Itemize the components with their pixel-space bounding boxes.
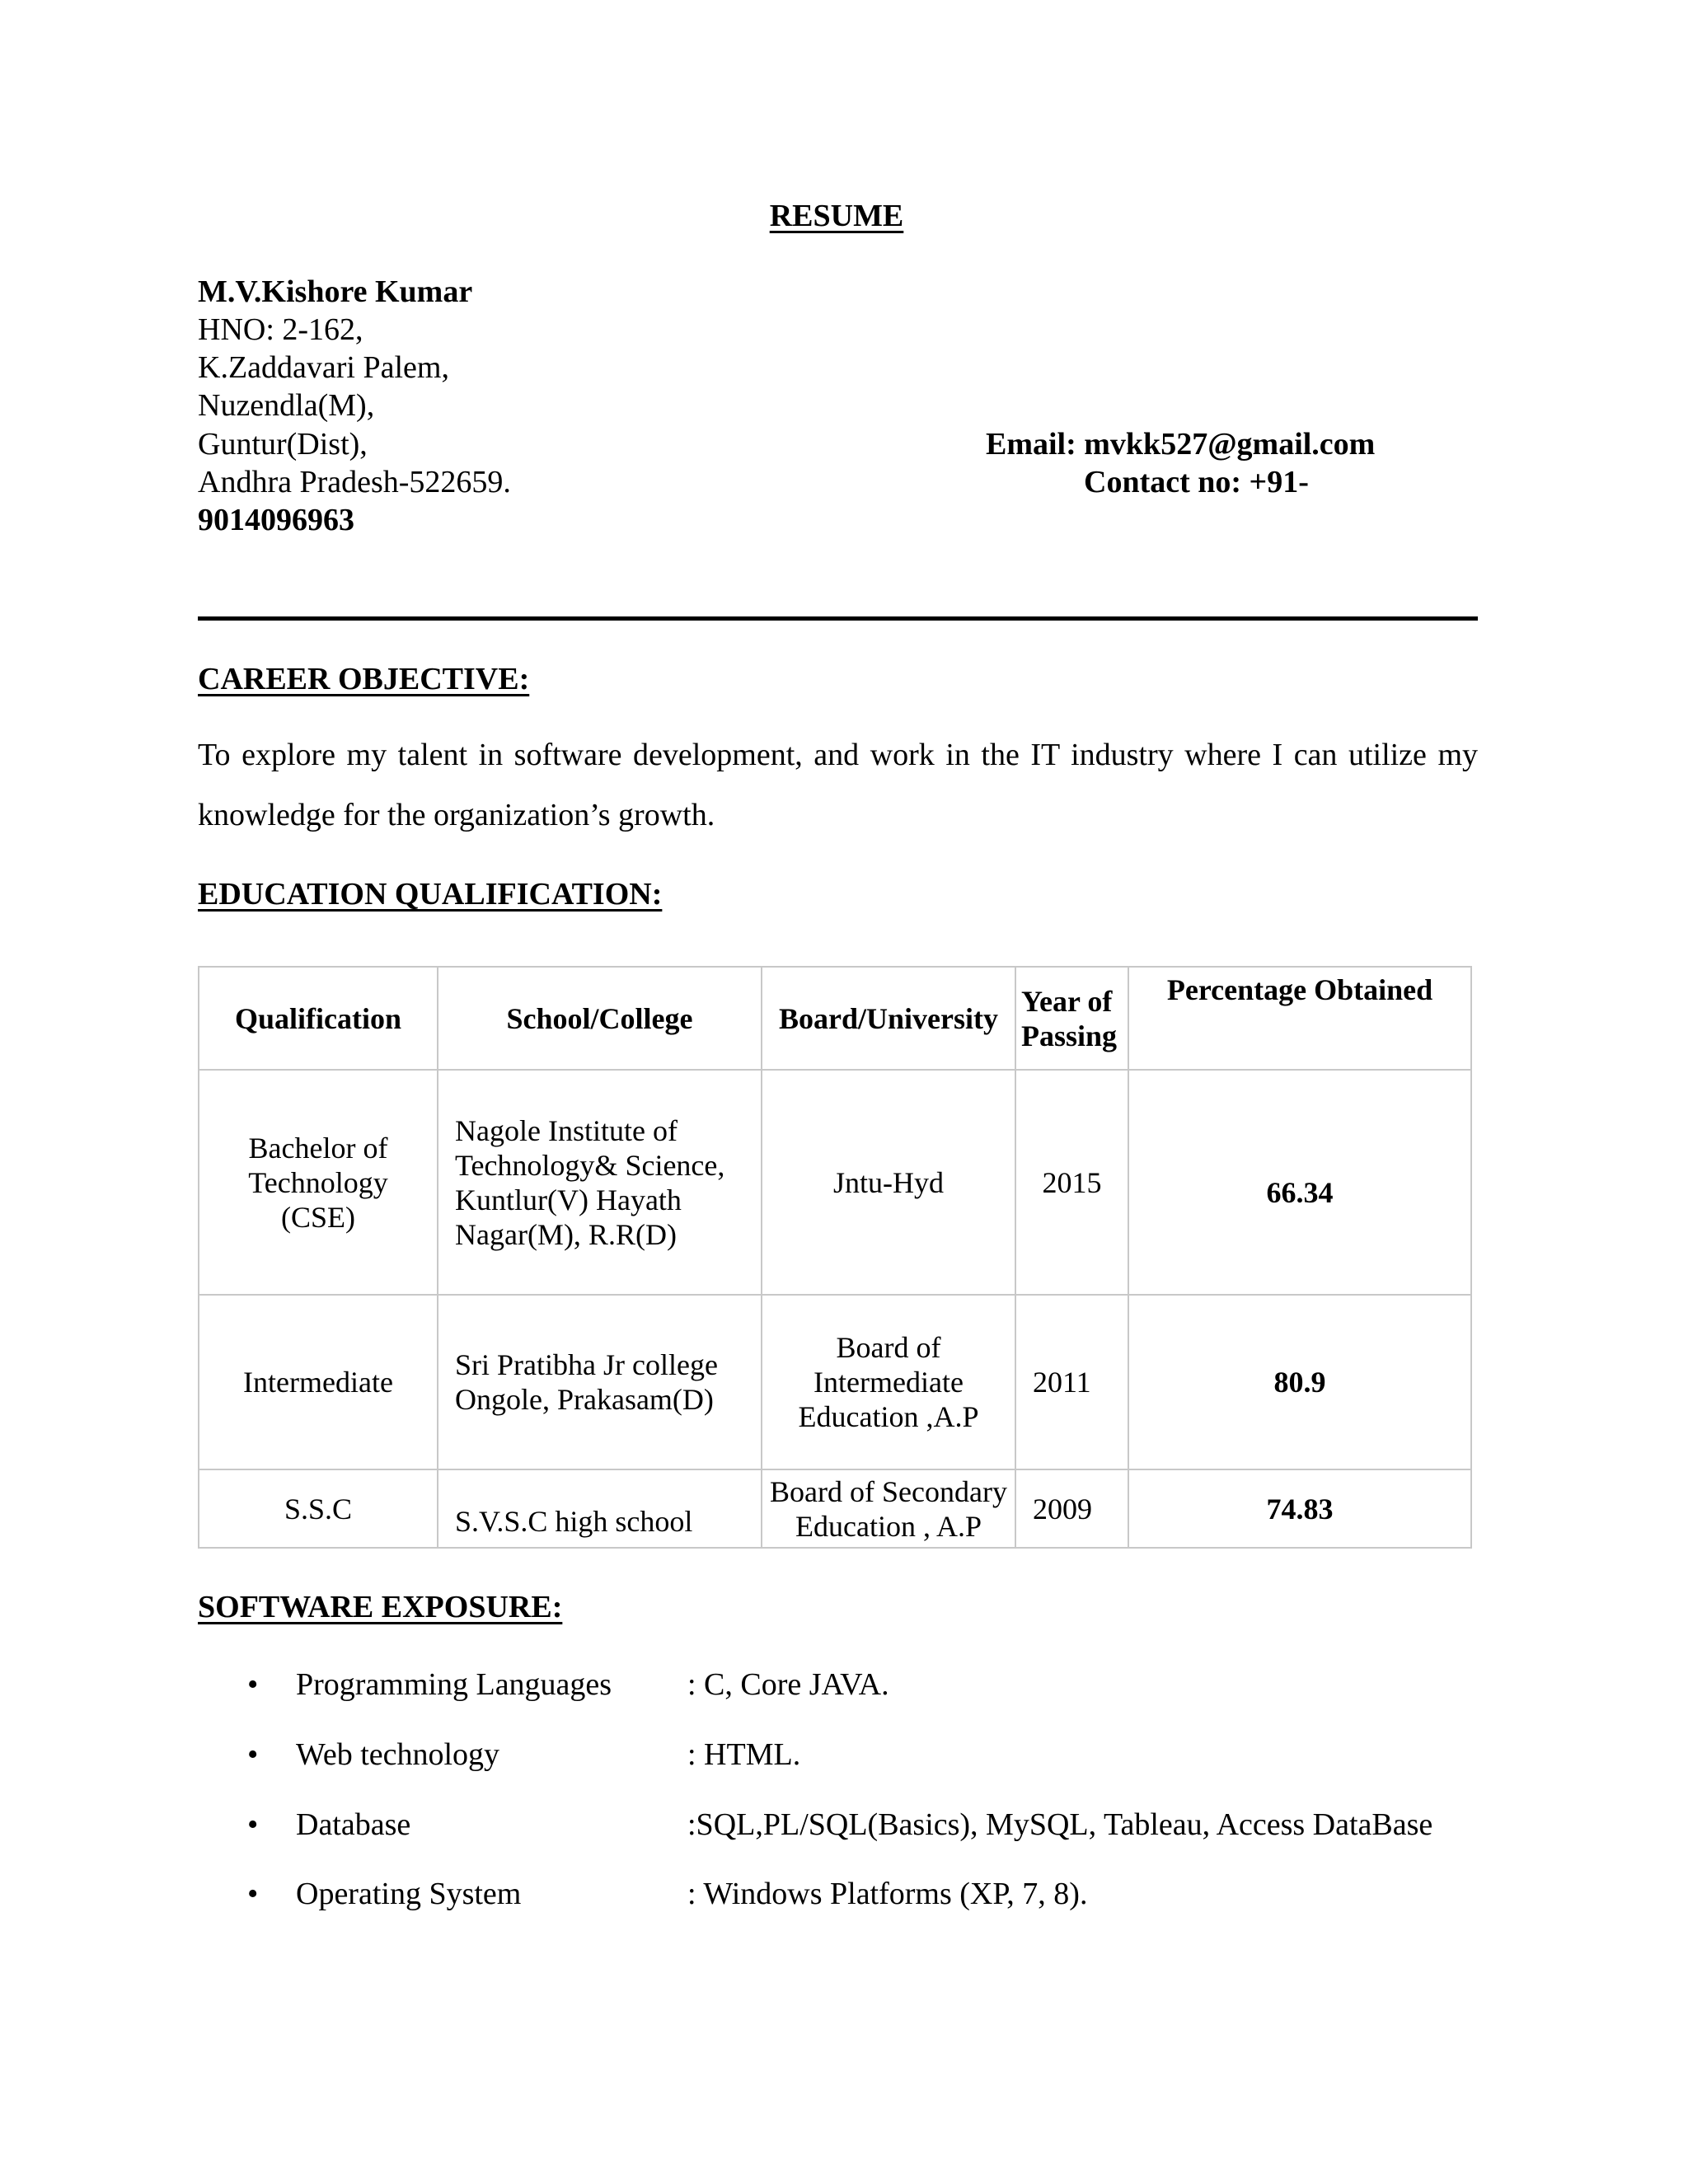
phone-number: 9014096963 (198, 503, 354, 537)
career-objective-text: To explore my talent in software development, and work in the IT industry where I can utilize my knowledge for the organization’s growth. (198, 738, 1478, 832)
cell-qualification: Intermediate (199, 1295, 438, 1469)
address-line: HNO: 2-162, (198, 312, 363, 347)
bullet-icon: • (247, 1667, 259, 1702)
software-item-label: Programming Languages (296, 1667, 612, 1702)
cell-qualification: Bachelor of Technology (CSE) (199, 1070, 438, 1295)
header-year: Year of Passing (1015, 967, 1128, 1070)
cell-school: S.V.S.C high school (438, 1469, 762, 1548)
table-row (199, 1469, 1471, 1548)
cell-percentage: 66.34 (1128, 1070, 1471, 1295)
cell-year: 2009 (1015, 1469, 1128, 1548)
cell-year: 2015 (1015, 1070, 1128, 1295)
bullet-icon: • (247, 1807, 259, 1842)
address-line: Nuzendla(M), (198, 388, 375, 423)
software-item-value: : C, Core JAVA. (687, 1667, 889, 1702)
address-line: Andhra Pradesh-522659. (198, 465, 511, 499)
candidate-name: M.V.Kishore Kumar (198, 274, 473, 309)
cell-school: Nagole Institute of Technology& Science, Kuntlur(V) Hayath Nagar(M), R.R(D) (438, 1070, 762, 1295)
education-table (198, 966, 1472, 1549)
cell-board: Board of Intermediate Education ,A.P (762, 1295, 1015, 1469)
address-line: Guntur(Dist), (198, 427, 368, 462)
table-header-row (199, 967, 1471, 1070)
bullet-icon: • (247, 1877, 259, 1911)
cell-percentage: 74.83 (1128, 1469, 1471, 1548)
software-item-value: :SQL,PL/SQL(Basics), MySQL, Tableau, Access DataBase (687, 1807, 1433, 1842)
cell-year: 2011 (1015, 1295, 1128, 1469)
software-item-label: Web technology (296, 1737, 500, 1772)
cell-percentage: 80.9 (1128, 1295, 1471, 1469)
header-board: Board/University (762, 967, 1015, 1070)
header-qualification: Qualification (199, 967, 438, 1070)
contact-number-label: Contact no: +91- (1084, 465, 1309, 499)
software-item-value: : Windows Platforms (XP, 7, 8). (687, 1877, 1088, 1911)
cell-qualification: S.S.C (199, 1469, 438, 1548)
cell-school: Sri Pratibha Jr college Ongole, Prakasam(D) (438, 1295, 762, 1469)
software-item-value: : HTML. (687, 1737, 801, 1772)
email: Email: mvkk527@gmail.com (986, 427, 1376, 462)
table-row (199, 1295, 1471, 1469)
header-divider (198, 616, 1478, 621)
header-school: School/College (438, 967, 762, 1070)
software-item-label: Operating System (296, 1877, 522, 1911)
software-item-label: Database (296, 1807, 411, 1842)
address-line: K.Zaddavari Palem, (198, 350, 449, 385)
cell-board: Board of Secondary Education , A.P (762, 1469, 1015, 1548)
cell-board: Jntu-Hyd (762, 1070, 1015, 1295)
table-row (199, 1070, 1471, 1295)
resume-title: RESUME (769, 199, 904, 233)
career-objective-heading: CAREER OBJECTIVE: (198, 662, 530, 696)
education-heading: EDUCATION QUALIFICATION: (198, 877, 663, 912)
software-exposure-heading: SOFTWARE EXPOSURE: (198, 1590, 563, 1624)
bullet-icon: • (247, 1737, 259, 1772)
header-percentage: Percentage Obtained (1128, 967, 1471, 1070)
